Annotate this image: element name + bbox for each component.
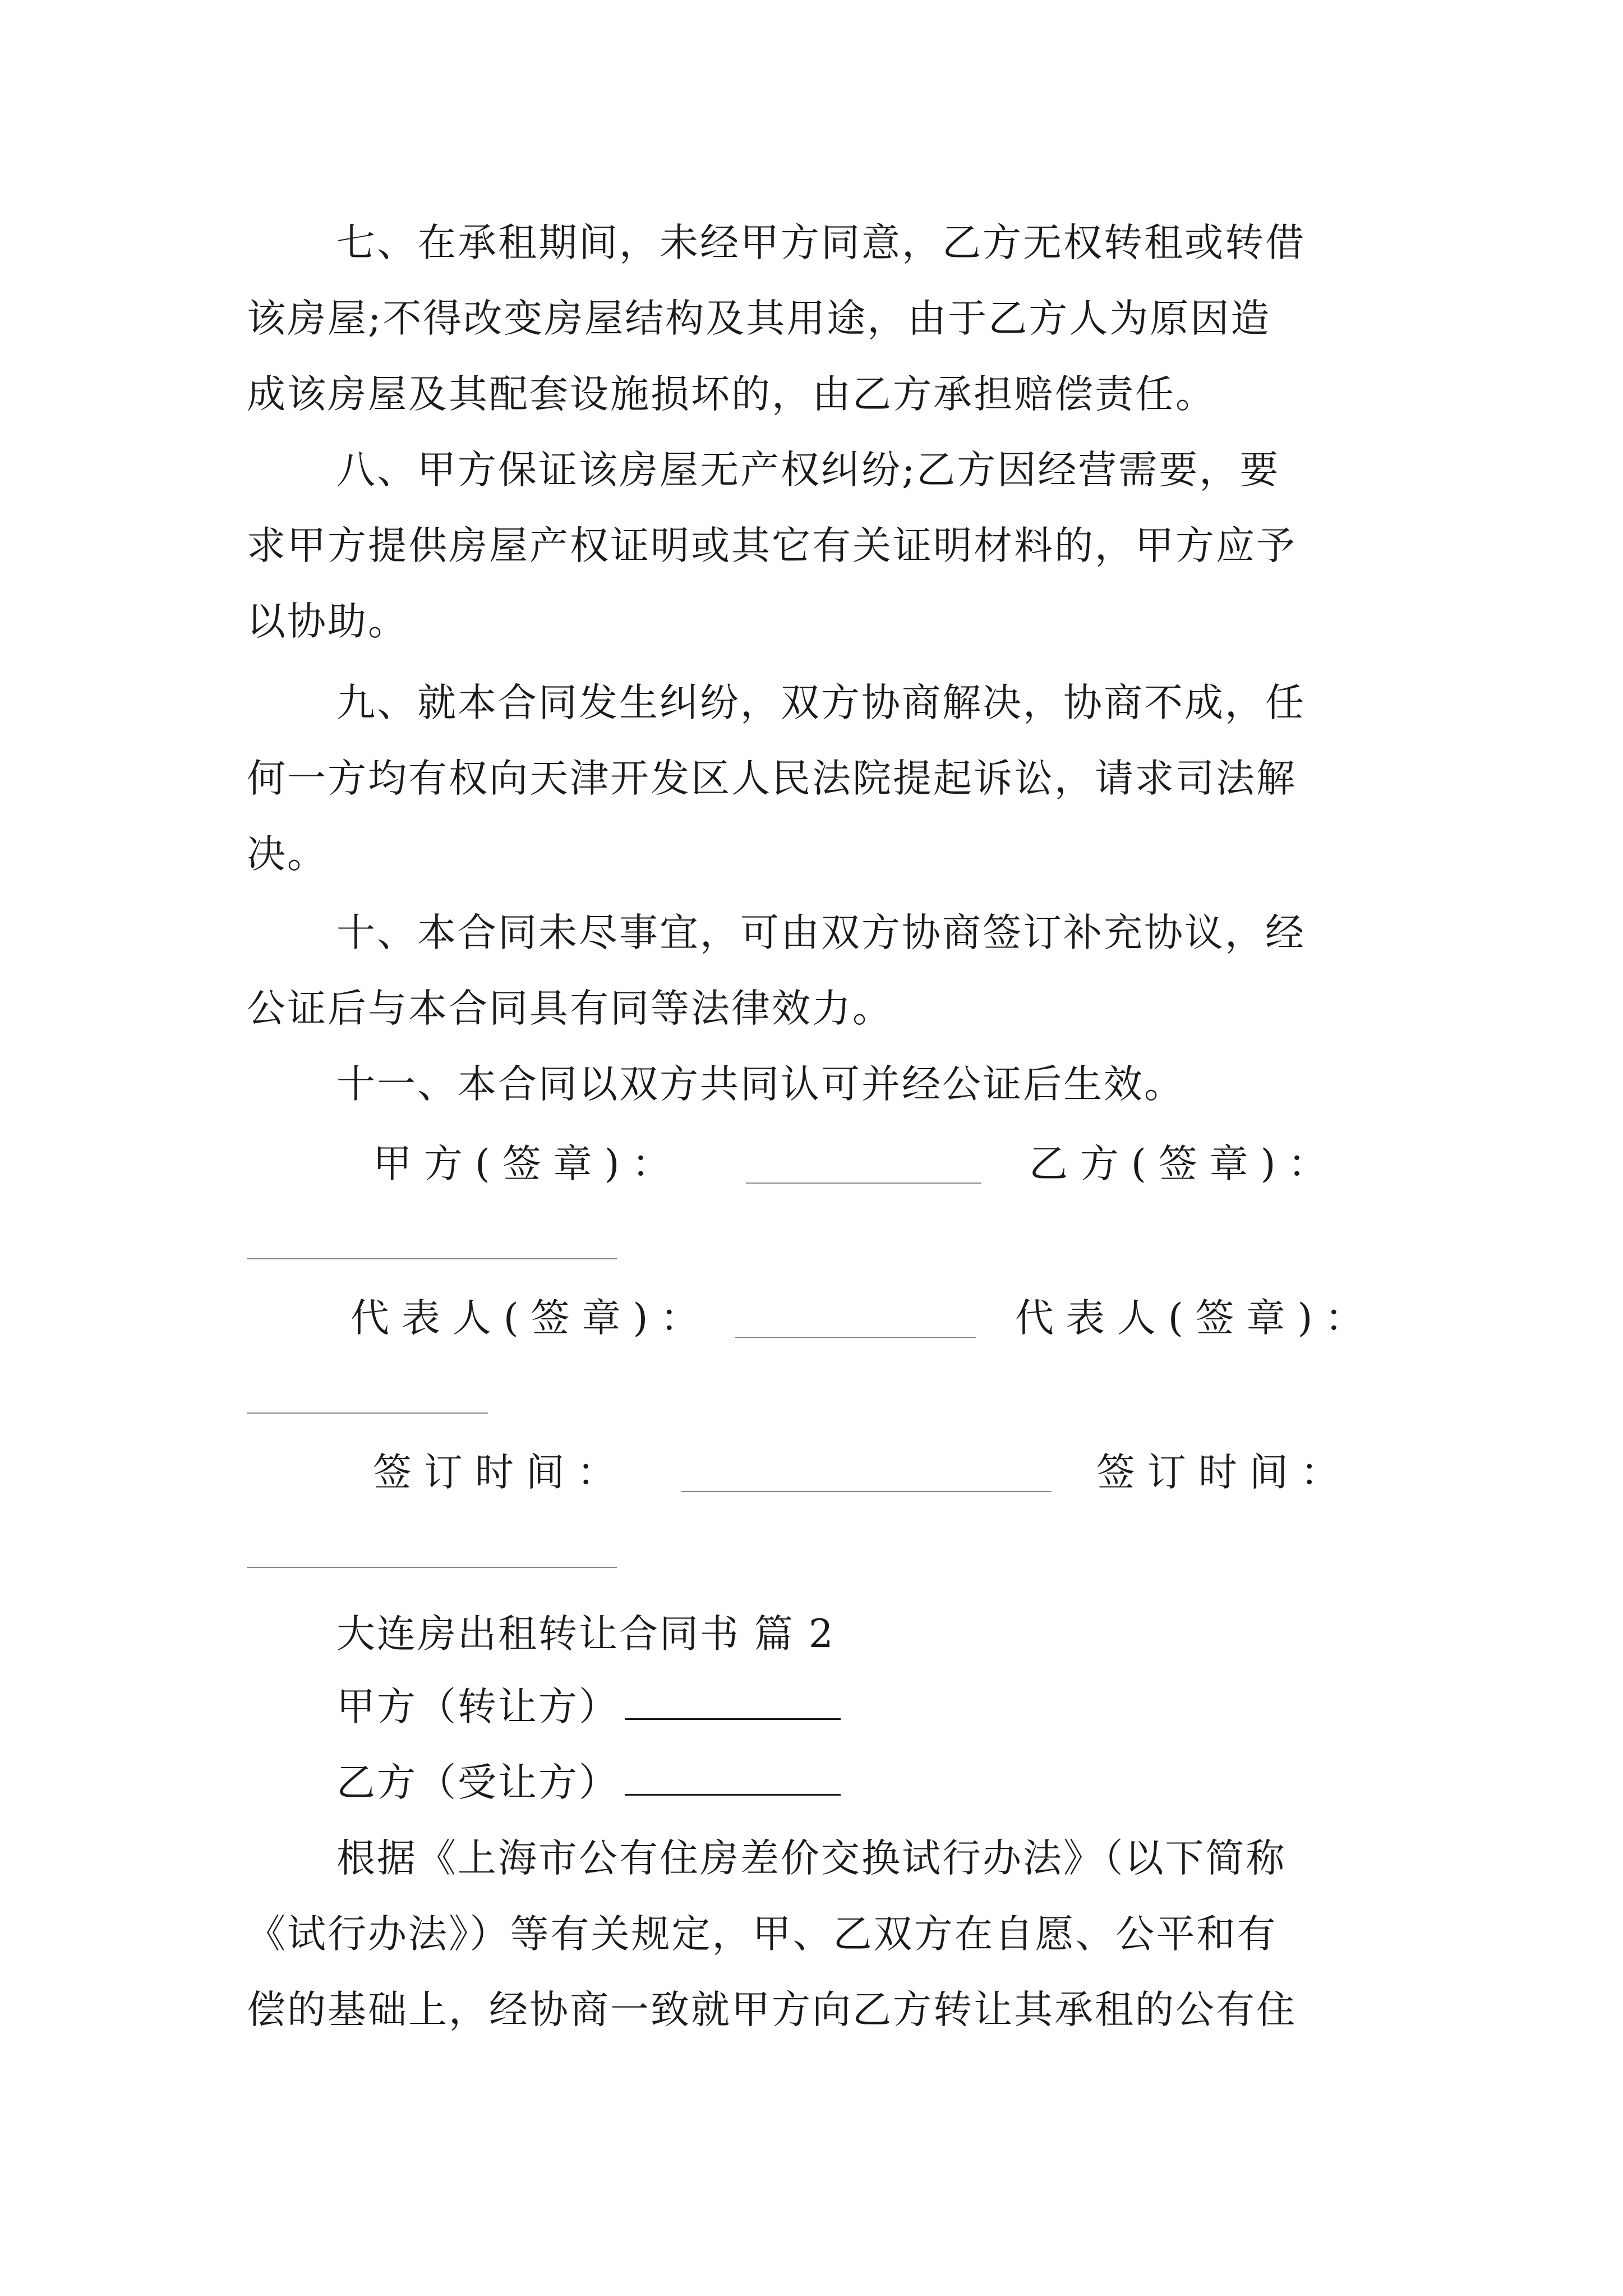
clause-9-line-2: 何一方均有权向天津开发区人民法院提起诉讼，请求司法解	[247, 756, 1297, 801]
clause-7-line-3: 成该房屋及其配套设施损坏的，由乙方承担赔偿责任。	[247, 372, 1216, 417]
rep-a-signature-label: 代 表 人 ( 签 章 ) ：	[351, 1296, 699, 1341]
signature-row-representative	[247, 1293, 1385, 1343]
date-a-label: 签 订 时 间 ：	[373, 1450, 616, 1495]
section-2-heading: 大连房出租转让合同书 篇 2	[336, 1612, 835, 1657]
section-2-intro-line-2: 《试行办法》）等有关规定，甲、乙双方在自愿、公平和有	[247, 1912, 1278, 1957]
section-2-intro-line-3: 偿的基础上，经协商一致就甲方向乙方转让其承租的公有住	[247, 1987, 1297, 2032]
party-b-signature-label: 乙 方 ( 签 章 ) ：	[1029, 1142, 1327, 1186]
clause-7-line-2: 该房屋;不得改变房屋结构及其用途，由于乙方人为原因造	[247, 296, 1271, 341]
clause-7-line-1: 七、在承租期间，未经甲方同意，乙方无权转租或转借	[336, 220, 1306, 265]
date-a-blank	[681, 1491, 1052, 1492]
party-a-label: 甲方（转让方）	[336, 1685, 619, 1729]
clause-10-line-1: 十、本合同未尽事宜，可由双方协商签订补充协议，经	[336, 910, 1306, 955]
date-b-blank	[247, 1567, 617, 1568]
party-a-signature-label: 甲 方 ( 签 章 ) ：	[373, 1142, 671, 1186]
signature-row-date	[247, 1447, 1385, 1498]
clause-11-line-1: 十一、本合同以双方共同认可并经公证后生效。	[336, 1062, 1184, 1107]
rep-b-signature-blank	[247, 1412, 488, 1414]
party-b-label: 乙方（受让方）	[336, 1760, 619, 1805]
signature-row-party	[247, 1139, 1385, 1189]
section-2-party-a	[336, 1682, 1475, 1732]
clause-8-line-3: 以协助。	[247, 599, 408, 644]
party-b-signature-blank	[247, 1258, 617, 1259]
party-b-blank	[625, 1759, 841, 1796]
section-2-intro-line-1: 根据《上海市公有住房差价交换试行办法》（以下简称	[336, 1836, 1287, 1881]
party-a-signature-blank	[746, 1182, 981, 1184]
party-a-blank	[625, 1683, 841, 1720]
clause-8-line-2: 求甲方提供房屋产权证明或其它有关证明材料的，甲方应予	[247, 523, 1297, 568]
rep-a-signature-blank	[735, 1337, 976, 1338]
rep-b-signature-label: 代 表 人 ( 签 章 ) ：	[1015, 1296, 1364, 1341]
date-b-label: 签 订 时 间 ：	[1096, 1450, 1339, 1495]
clause-9-line-3: 决。	[247, 832, 328, 877]
clause-10-line-2: 公证后与本合同具有同等法律效力。	[247, 986, 893, 1031]
section-2-party-b	[336, 1757, 1475, 1808]
clause-9-line-1: 九、就本合同发生纠纷，双方协商解决，协商不成，任	[336, 680, 1306, 725]
clause-8-line-1: 八、甲方保证该房屋无产权纠纷;乙方因经营需要，要	[336, 448, 1280, 493]
